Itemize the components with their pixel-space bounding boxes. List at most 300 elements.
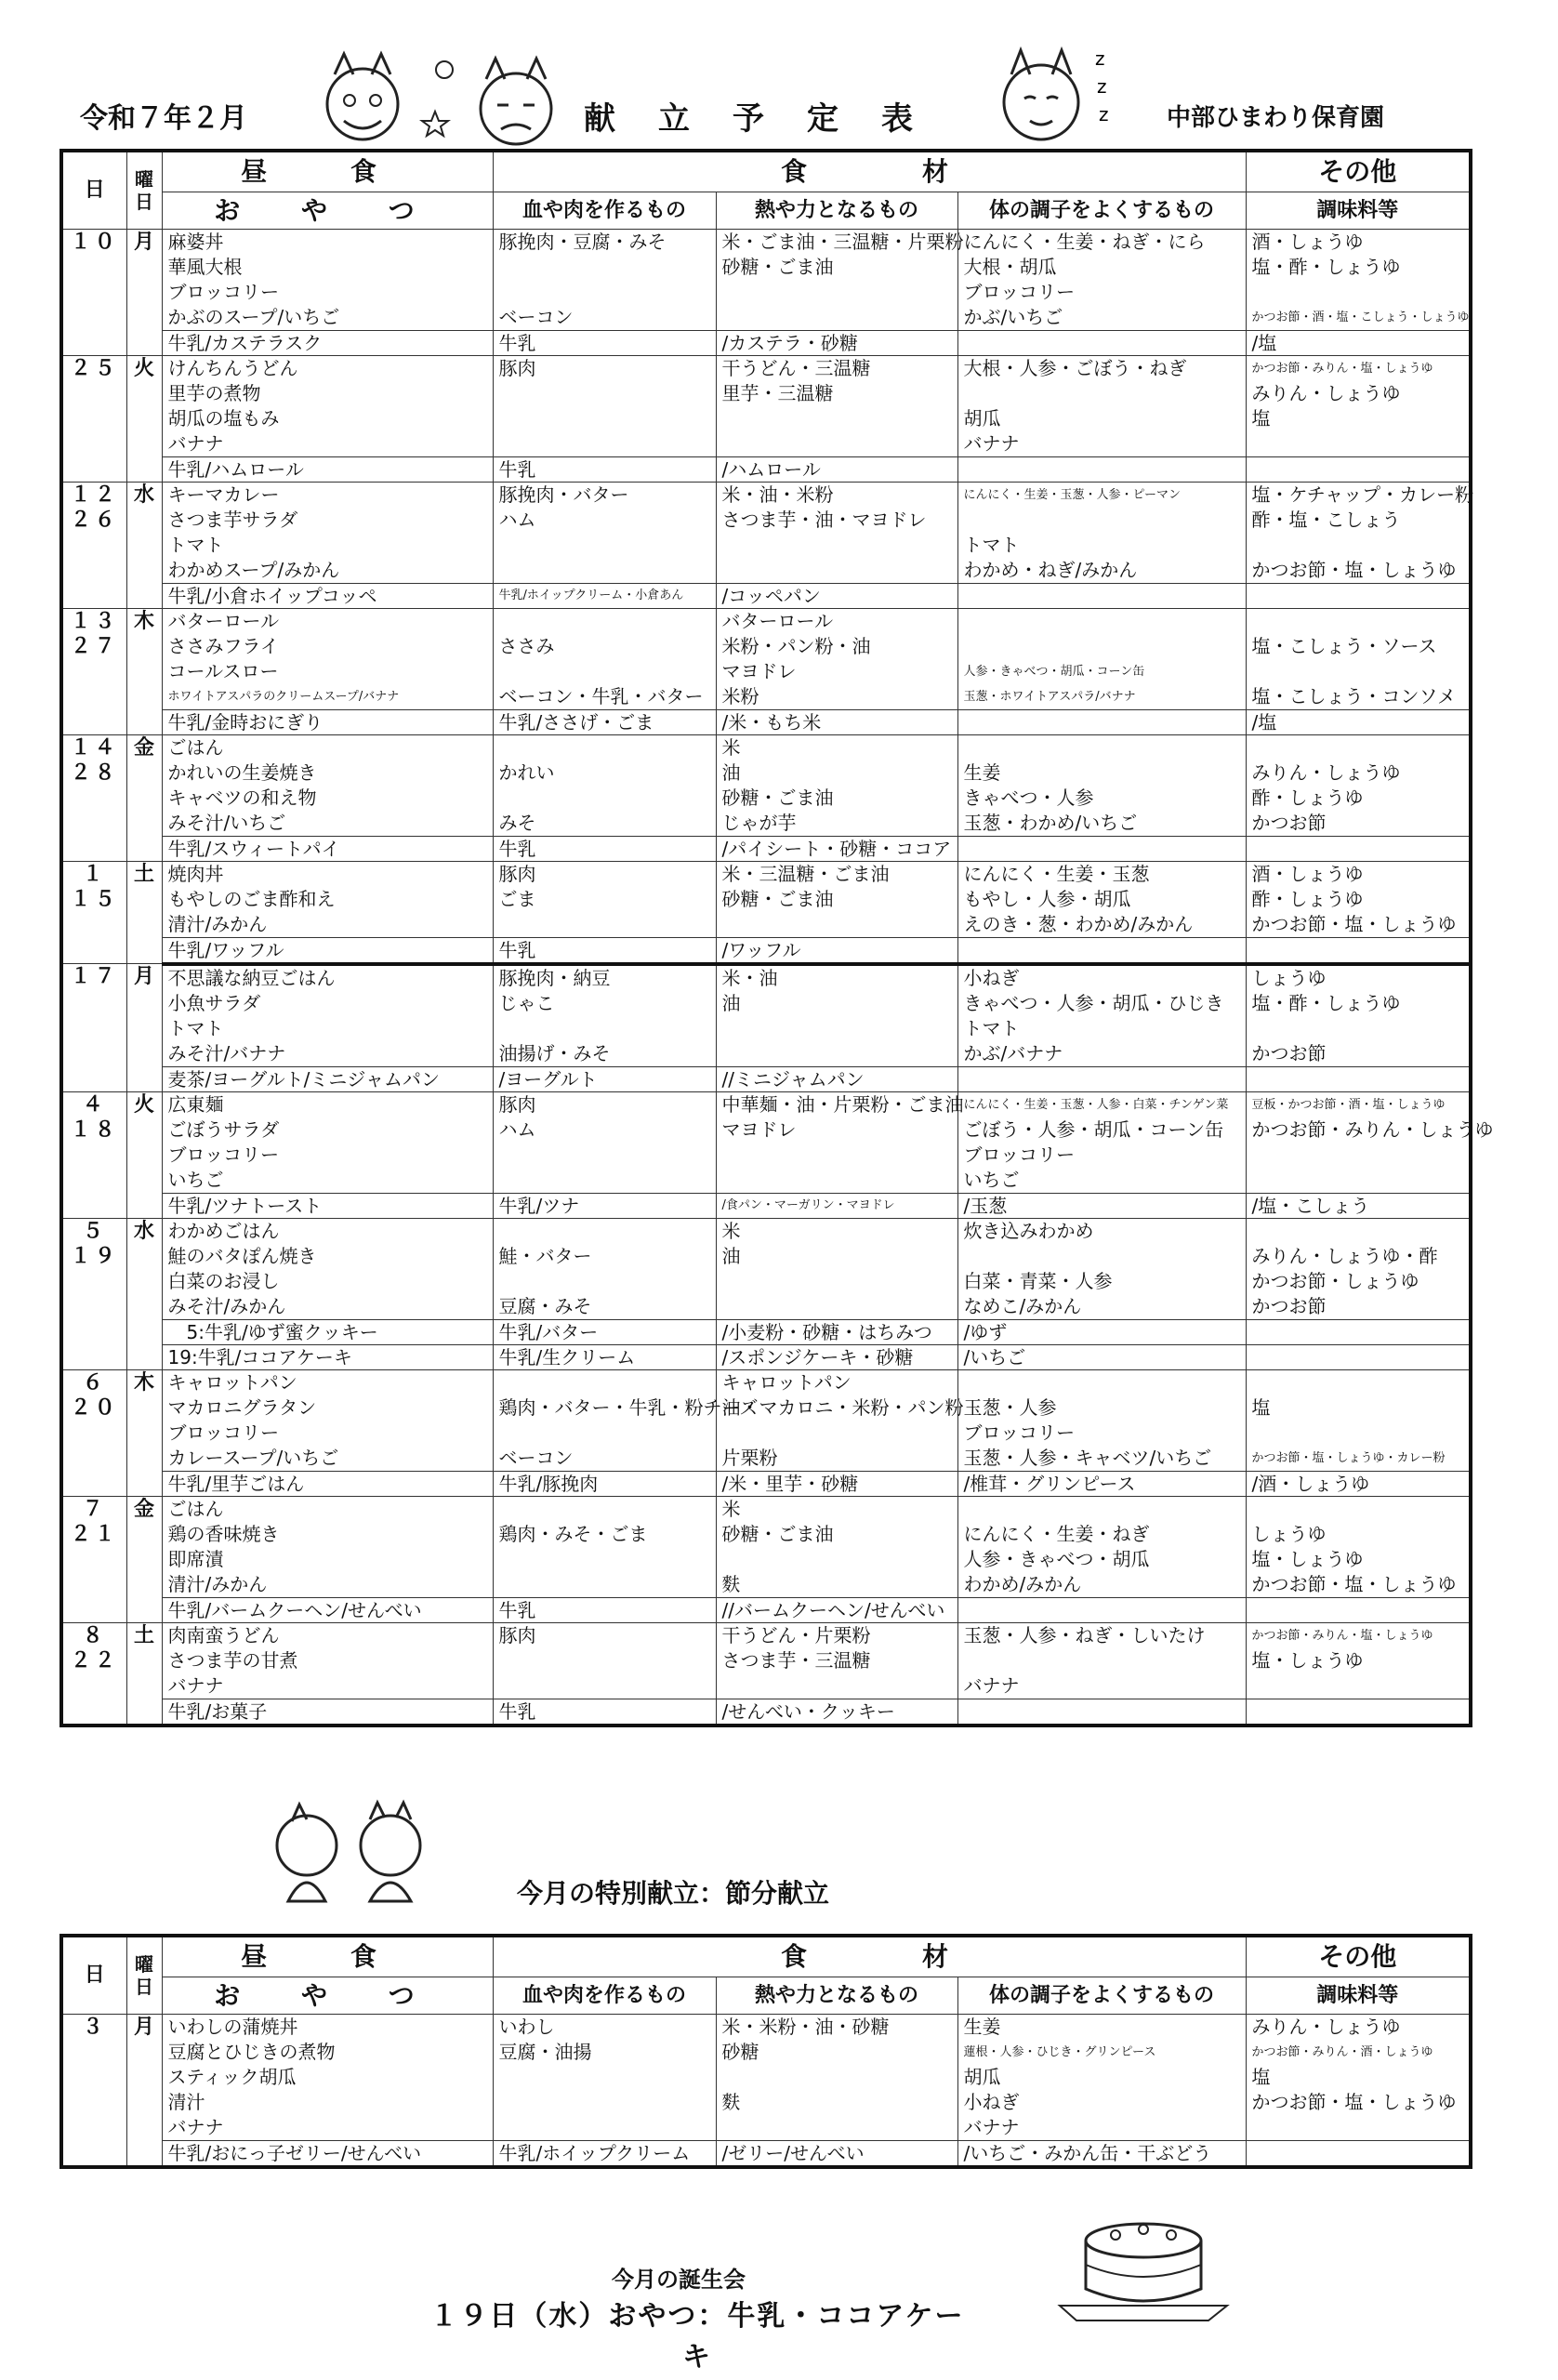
cell-lunch-line: けんちんうどん [167, 356, 298, 379]
snack-ingredient: /塩 [1246, 330, 1471, 355]
cell-green-line: わかめ/みかん [963, 1572, 1082, 1595]
day-of-week: 金 [126, 1496, 162, 1622]
snack-row [61, 1193, 1471, 1218]
cell-other-line: 塩・しょうゆ [1251, 1547, 1364, 1570]
cell-other-line [1252, 659, 1464, 684]
cell-other-line: 塩・こしょう・コンソメ [1251, 684, 1457, 707]
cell-red-line: かれい [498, 760, 555, 784]
snack-ingredient: 牛乳/ホイップクリーム・小倉あん [493, 583, 716, 608]
cell-yellow [716, 2014, 957, 2140]
cell-yellow [716, 1091, 964, 1193]
cell-red-line [499, 1168, 710, 1193]
cell-green-line [964, 1497, 1240, 1522]
snack-ingredient: 牛乳 [493, 1597, 716, 1622]
cell-green-line [964, 508, 1240, 533]
cell-yellow [716, 734, 957, 836]
snack-ingredient: /玉葱 [957, 1193, 1246, 1218]
svg-text:z: z [1097, 75, 1107, 98]
cell-red-line: 鶏肉・みそ・ごま [498, 1522, 648, 1545]
day-of-week: 火 [126, 355, 162, 482]
cell-red-line [499, 1572, 710, 1597]
cell-green-line: バナナ [963, 2115, 1020, 2138]
snack-ingredient: /ゆず [957, 1319, 1246, 1344]
cell-red-line: 鮭・バター [498, 1244, 592, 1267]
cell-other-line: 酒・しょうゆ [1251, 862, 1364, 885]
svg-text:z: z [1099, 103, 1109, 126]
cell-other-line [1252, 280, 1464, 305]
snack-ingredient [1246, 2140, 1471, 2167]
cell-red-line [499, 735, 710, 760]
menu-day-row [61, 229, 1471, 330]
cell-yellow-line: 米・油 [721, 966, 778, 989]
cell-red-line [499, 1370, 710, 1395]
col-yellow-header: 熱や力となるもの [716, 192, 957, 229]
col-other-header: その他 [1246, 1936, 1471, 1977]
cell-green-line: 人参・きゃべつ・胡瓜 [963, 1547, 1150, 1570]
cell-red-line [499, 786, 710, 811]
snack-item: 5:牛乳/ゆず蜜クッキー [162, 1319, 493, 1344]
cell-other [1246, 355, 1471, 456]
cell-green-line: ブロッコリー [963, 280, 1076, 303]
cell-green-line: にんにく・生姜・玉葱・人参・ピーマン [963, 487, 1181, 502]
cell-lunch-line: かれいの生姜焼き [167, 760, 317, 784]
cell-lunch-line: みそ汁/バナナ [167, 1041, 286, 1064]
cell-lunch-line: 鮭のバタぽん焼き [167, 1244, 317, 1267]
cell-yellow-line: 米・米粉・油・砂糖 [721, 2015, 890, 2038]
cell-green [957, 964, 1246, 1067]
cell-lunch-line: マカロニグラタン [167, 1395, 317, 1419]
cell-yellow [716, 1218, 957, 1319]
snack-row [61, 1471, 1471, 1496]
cell-green-line: 人参・きゃべつ・胡瓜・コーン缶 [963, 664, 1145, 679]
cell-red [493, 1091, 716, 1193]
snack-ingredient [1246, 1344, 1471, 1369]
cell-green-line: バナナ [963, 431, 1020, 455]
menu-day-row [61, 2014, 1471, 2140]
snack-item: 19:牛乳/ココアケーキ [162, 1344, 493, 1369]
cell-other [1246, 482, 1474, 583]
cell-other [1246, 1091, 1494, 1193]
col-dow-header: 曜日 [126, 151, 162, 229]
snack-ingredient: 牛乳 [493, 330, 716, 355]
menu-table [59, 149, 1494, 1727]
cell-yellow-line: 麩 [721, 2090, 741, 2113]
col-green-header: 体の調子をよくするもの [957, 192, 1246, 229]
cell-yellow-line [722, 1269, 952, 1294]
cell-lunch-line: ごぼうサラダ [167, 1117, 280, 1141]
cell-yellow-line [722, 1673, 952, 1699]
cell-other-line: しょうゆ [1251, 1522, 1327, 1545]
cell-red-line: 油揚げ・みそ [498, 1041, 611, 1064]
cell-green-line [964, 381, 1240, 406]
snack-ingredient: 牛乳 [493, 456, 716, 482]
snack-ingredient [1246, 456, 1471, 482]
snack-item: 牛乳/ツナトースト [162, 1193, 493, 1218]
snack-ingredient [1246, 1066, 1471, 1091]
oni-face-icon [460, 51, 572, 153]
col-snack-header: お や つ [162, 1977, 493, 2014]
cell-red-line: みそ [498, 811, 536, 834]
cell-red-line: 豆腐・みそ [498, 1294, 592, 1317]
day-number: １０ [61, 229, 126, 355]
cell-red-line: 豚挽肉・バター [498, 483, 629, 506]
cell-red-line [499, 406, 710, 431]
col-ingredients-header: 食 材 [493, 1936, 1246, 1977]
cell-green-line [964, 1370, 1240, 1395]
snack-ingredient: /酒・しょうゆ [1246, 1471, 1471, 1496]
cell-other [1246, 1218, 1471, 1319]
cell-lunch-line: 豆腐とひじきの煮物 [167, 2040, 336, 2063]
cell-lunch-line: 広東麺 [167, 1092, 224, 1116]
snack-row [61, 1066, 1471, 1091]
snack-ingredient: /食パン・マーガリン・マヨドレ [716, 1193, 957, 1218]
cell-green [957, 229, 1246, 330]
snack-ingredient: 牛乳/ささげ・ごま [493, 709, 716, 734]
snack-row [61, 1344, 1471, 1369]
birthday-title: 今月の誕生会 [612, 2267, 746, 2293]
cell-red [493, 1218, 716, 1319]
cell-green-line: 小ねぎ [963, 966, 1020, 989]
cell-other-line [1252, 1370, 1464, 1395]
snack-ingredient [957, 836, 1246, 861]
cell-red-line: ベーコン [498, 305, 574, 328]
snack-ingredient: /いちご・みかん缶・干ぶどう [957, 2140, 1246, 2167]
cell-green-line: かぶ/いちご [963, 305, 1063, 328]
cell-lunch [162, 229, 493, 330]
cell-other-line: 塩・ケチャップ・カレー粉 [1251, 483, 1474, 506]
cell-yellow [716, 1369, 964, 1471]
cell-lunch-line: さつま芋サラダ [167, 508, 298, 531]
col-red-header: 血や肉を作るもの [493, 192, 716, 229]
cell-red [493, 229, 716, 330]
cell-yellow-line: じゃが芋 [721, 811, 797, 834]
cell-yellow-line [722, 1143, 952, 1168]
cell-yellow-line [722, 1168, 952, 1193]
cell-other-line: かつお節・みりん・塩・しょうゆ [1251, 1628, 1433, 1643]
menu-day-row [61, 1218, 1471, 1319]
cell-green-line: バナナ [963, 1673, 1020, 1697]
cell-lunch-line: キャベツの和え物 [167, 786, 317, 809]
snack-row [61, 1597, 1471, 1622]
cell-green-line: いちご [963, 1168, 1020, 1191]
snack-ingredient: //ミニジャムパン [716, 1066, 957, 1091]
cell-other-line [1252, 1673, 1464, 1699]
cell-red-line [499, 659, 710, 684]
cell-yellow-line: キャロットパン [721, 1370, 852, 1394]
cell-other-line: 塩・酢・しょうゆ [1251, 991, 1401, 1014]
cell-green-line: 蓮根・人参・ひじき・グリンピース [963, 2044, 1156, 2059]
cell-lunch-line: ブロッコリー [167, 1421, 280, 1444]
cell-red-line [499, 1219, 710, 1244]
cell-green-line: トマト [963, 1016, 1020, 1039]
cell-yellow-line: 砂糖・ごま油 [721, 786, 834, 809]
cell-yellow-line [722, 2115, 952, 2140]
cell-yellow-line: 米・ごま油・三温糖・片栗粉 [721, 230, 964, 253]
cell-lunch-line: ごはん [167, 735, 224, 759]
cell-green-line [964, 735, 1240, 760]
cell-red-line [499, 1269, 710, 1294]
cell-green-line: にんにく・生姜・ねぎ [963, 1522, 1150, 1545]
cell-other-line: 塩・しょうゆ [1251, 1648, 1364, 1672]
cell-yellow [716, 861, 957, 937]
oni-children-illustration [251, 1799, 465, 1929]
cell-other [1246, 1622, 1471, 1699]
cell-green-line [964, 634, 1240, 659]
cell-lunch-line: ごはん [167, 1497, 224, 1520]
birthday-detail: １９日（水）おやつ：牛乳・ココアケーキ [429, 2300, 965, 2373]
cell-red-line [499, 431, 710, 456]
cell-yellow-line: 油 [721, 760, 741, 784]
cell-yellow-line [722, 406, 952, 431]
cell-green-line: なめこ/みかん [963, 1294, 1082, 1317]
cell-other-line: かつお節・みりん・塩・しょうゆ [1251, 361, 1433, 376]
cell-other [1246, 229, 1471, 330]
cell-lunch-line: 即席漬 [167, 1547, 224, 1570]
cell-green-line: 小ねぎ [963, 2090, 1020, 2113]
cell-yellow-line [722, 1547, 952, 1572]
cell-lunch-line: キャロットパン [167, 1370, 297, 1394]
snack-row [61, 709, 1471, 734]
day-number: １４ ２８ [61, 734, 126, 861]
snack-ingredient: /コッペパン [716, 583, 957, 608]
snack-ingredient: 牛乳/生クリーム [493, 1344, 716, 1369]
snack-ingredient [1246, 836, 1471, 861]
cell-lunch [162, 2014, 493, 2140]
cell-lunch [162, 734, 493, 836]
snack-item: 牛乳/里芋ごはん [162, 1471, 493, 1496]
cell-lunch-line: 肉南蛮うどん [167, 1623, 280, 1646]
cell-yellow-line [722, 2065, 952, 2090]
day-of-week: 木 [126, 608, 162, 734]
snack-ingredient [957, 937, 1246, 964]
snack-item: 牛乳/金時おにぎり [162, 709, 493, 734]
cell-other-line: かつお節・塩・しょうゆ [1251, 558, 1457, 581]
cell-lunch [162, 1496, 493, 1597]
snack-row [61, 330, 1471, 355]
cell-green-line: もやし・人参・胡瓜 [963, 887, 1131, 910]
cell-green-line: にんにく・生姜・ねぎ・にら [963, 230, 1206, 253]
cell-lunch-line: みそ汁/みかん [167, 1294, 286, 1317]
cell-red-line: ごま [498, 887, 536, 910]
day-number: ５ １９ [61, 1218, 126, 1369]
cell-red-line [499, 2115, 710, 2140]
cell-red-line [499, 1547, 710, 1572]
cell-yellow-line: 米・油・米粉 [721, 483, 834, 506]
cell-yellow-line [722, 431, 952, 456]
cell-other [1246, 861, 1471, 937]
cell-red [493, 355, 716, 456]
day-number: １２ ２６ [61, 482, 126, 608]
cell-lunch-line: スティック胡瓜 [167, 2065, 297, 2088]
day-of-week: 火 [126, 1091, 162, 1218]
cell-red-line [499, 558, 710, 583]
cell-red [493, 2014, 716, 2140]
cell-red-line [499, 2065, 710, 2090]
cell-red-line: 豆腐・油揚 [498, 2040, 592, 2063]
cell-red-line [499, 255, 710, 280]
snack-item: 牛乳/ハムロール [162, 456, 493, 482]
snack-ingredient: 牛乳 [493, 937, 716, 964]
menu-day-row [61, 964, 1471, 1067]
cell-lunch [162, 355, 493, 456]
snack-ingredient: /ゼリー/せんべい [716, 2140, 957, 2167]
col-day-header: 日 [61, 1936, 126, 2014]
cell-green-line [964, 1648, 1240, 1673]
cell-other-line [1252, 431, 1464, 456]
cell-other-line: 酢・しょうゆ [1251, 786, 1364, 809]
cell-red [493, 1496, 716, 1597]
cell-lunch [162, 861, 493, 937]
cell-yellow-line: 里芋・三温糖 [721, 381, 834, 404]
day-of-week: 月 [126, 964, 162, 1092]
day-of-week: 土 [126, 861, 162, 964]
snack-ingredient: /ヨーグルト [493, 1066, 716, 1091]
cell-red-line: いわし [498, 2015, 555, 2038]
cell-green-line: 玉葱・ホワイトアスパラ/バナナ [963, 689, 1136, 704]
cell-other-line: かつお節・みりん・しょうゆ [1251, 1117, 1494, 1141]
cell-yellow-line: 麩 [721, 1572, 741, 1595]
cell-lunch-line: バナナ [167, 1673, 224, 1697]
cell-other [1246, 1496, 1471, 1597]
cell-green-line: 玉葱・人参・ねぎ・しいたけ [963, 1623, 1206, 1646]
snack-item: 牛乳/スウィートパイ [162, 836, 493, 861]
snack-ingredient [957, 330, 1246, 355]
cell-other-line: しょうゆ [1251, 966, 1327, 989]
snack-row [61, 836, 1471, 861]
page-title: 献 立 予 定 表 [584, 100, 918, 138]
cell-yellow-line [722, 533, 952, 558]
cell-red-line [499, 1673, 710, 1699]
cell-lunch-line: みそ汁/いちご [167, 811, 286, 834]
snack-ingredient [957, 709, 1246, 734]
cell-yellow-line [722, 1041, 952, 1066]
day-number: ３ [61, 2014, 126, 2167]
svg-text:z: z [1095, 47, 1105, 70]
cell-lunch [162, 608, 493, 709]
cell-red-line: 豚肉 [498, 862, 536, 885]
col-ingredients-header: 食 材 [493, 151, 1246, 192]
snack-row [61, 2140, 1471, 2167]
cell-green-line: 胡瓜 [963, 406, 1001, 430]
cell-other [1246, 964, 1471, 1067]
cell-lunch-line: カレースープ/いちご [167, 1446, 339, 1469]
col-seasoning-header: 調味料等 [1246, 1977, 1471, 2014]
cell-yellow-line: さつま芋・油・マヨドレ [721, 508, 927, 531]
cell-lunch-line: いわしの蒲焼丼 [167, 2015, 298, 2038]
cell-lunch [162, 1218, 493, 1319]
snack-row [61, 1319, 1471, 1344]
menu-day-row [61, 1091, 1471, 1193]
cell-red-line [499, 609, 710, 634]
snack-ingredient: 牛乳/バター [493, 1319, 716, 1344]
cell-lunch-line: 小魚サラダ [167, 991, 261, 1014]
snack-ingredient [957, 1066, 1246, 1091]
cell-other-line [1252, 1016, 1464, 1041]
birthday-cake-illustration [1050, 2203, 1236, 2324]
cell-yellow-line: 油 [721, 991, 741, 1014]
menu-day-row [61, 608, 1471, 709]
cell-lunch-line: コールスロー [167, 659, 279, 682]
snack-row [61, 583, 1471, 608]
cell-other-line: みりん・しょうゆ [1251, 760, 1401, 784]
cell-lunch-line: バナナ [167, 431, 224, 455]
cell-other-line: 塩・酢・しょうゆ [1251, 255, 1401, 278]
day-of-week: 月 [126, 229, 162, 355]
cell-other-line [1252, 533, 1464, 558]
cell-yellow-line [722, 1016, 952, 1041]
day-number: ７ ２１ [61, 1496, 126, 1622]
cell-yellow-line [722, 1294, 952, 1319]
special-menu-title: 今月の特別献立：節分献立 [517, 1878, 830, 1909]
cell-lunch-line: 麻婆丼 [167, 230, 224, 253]
cell-lunch [162, 482, 493, 583]
cell-green-line: 玉葱・人参 [963, 1395, 1057, 1419]
cell-yellow-line: 油・マカロニ・米粉・パン粉 [721, 1395, 964, 1419]
cell-red-line [499, 2090, 710, 2115]
cell-green-line: 大根・胡瓜 [963, 255, 1057, 278]
cell-red-line [499, 280, 710, 305]
col-snack-header: お や つ [162, 192, 493, 229]
cell-other-line [1252, 1421, 1464, 1446]
menu-day-row [61, 861, 1471, 937]
cell-green [957, 1091, 1246, 1193]
cell-red-line [499, 1497, 710, 1522]
col-dow-header: 曜日 [126, 1936, 162, 2014]
cell-green-line: 生姜 [963, 2015, 1001, 2038]
cell-green [957, 1622, 1246, 1699]
cell-lunch-line: かぶのスープ/いちご [167, 305, 340, 328]
cell-other-line: 酢・塩・こしょう [1251, 508, 1401, 531]
snack-item: 牛乳/カステラスク [162, 330, 493, 355]
cell-lunch-line: ささみフライ [167, 634, 279, 657]
cell-red-line: 豚肉 [498, 1623, 536, 1646]
snack-row [61, 937, 1471, 964]
cell-red-line: 豚肉 [498, 356, 536, 379]
day-of-week: 金 [126, 734, 162, 861]
day-number: １ １５ [61, 861, 126, 964]
cell-lunch-line: ブロッコリー [167, 1143, 280, 1166]
cell-red-line: 鶏肉・バター・牛乳・粉チーズ [498, 1395, 759, 1419]
snack-ingredient: /スポンジケーキ・砂糖 [716, 1344, 957, 1369]
day-number: １７ [61, 964, 126, 1092]
cell-green-line: トマト [963, 533, 1020, 556]
cell-green-line: 白菜・青菜・人参 [963, 1269, 1113, 1292]
cell-other-line: 塩 [1251, 2065, 1271, 2088]
snack-ingredient [957, 583, 1246, 608]
cell-yellow-line: さつま芋・三温糖 [721, 1648, 871, 1672]
day-number: ６ ２０ [61, 1369, 126, 1496]
cell-yellow [716, 1496, 957, 1597]
school-name: 中部ひまわり保育園 [1167, 104, 1385, 132]
cell-other-line: 塩 [1251, 406, 1271, 430]
snack-ingredient: /せんべい・クッキー [716, 1699, 957, 1726]
snack-ingredient: /カステラ・砂糖 [716, 330, 957, 355]
col-yellow-header: 熱や力となるもの [716, 1977, 957, 2014]
cell-lunch-line: 清汁 [167, 2090, 205, 2113]
snack-ingredient: 牛乳 [493, 1699, 716, 1726]
cell-yellow-line: 米粉 [721, 684, 759, 707]
snack-ingredient: //バームクーヘン/せんべい [716, 1597, 957, 1622]
snack-item: 牛乳/ワッフル [162, 937, 493, 964]
cell-green [957, 355, 1246, 456]
cell-other-line: かつお節 [1251, 811, 1327, 834]
cell-lunch-line: 華風大根 [167, 255, 243, 278]
cell-other-line: 酒・しょうゆ [1251, 230, 1364, 253]
cell-lunch-line: トマト [167, 1016, 224, 1039]
cell-green [957, 1369, 1246, 1471]
menu-day-row [61, 1496, 1471, 1597]
cell-red-line: 豚挽肉・納豆 [498, 966, 611, 989]
